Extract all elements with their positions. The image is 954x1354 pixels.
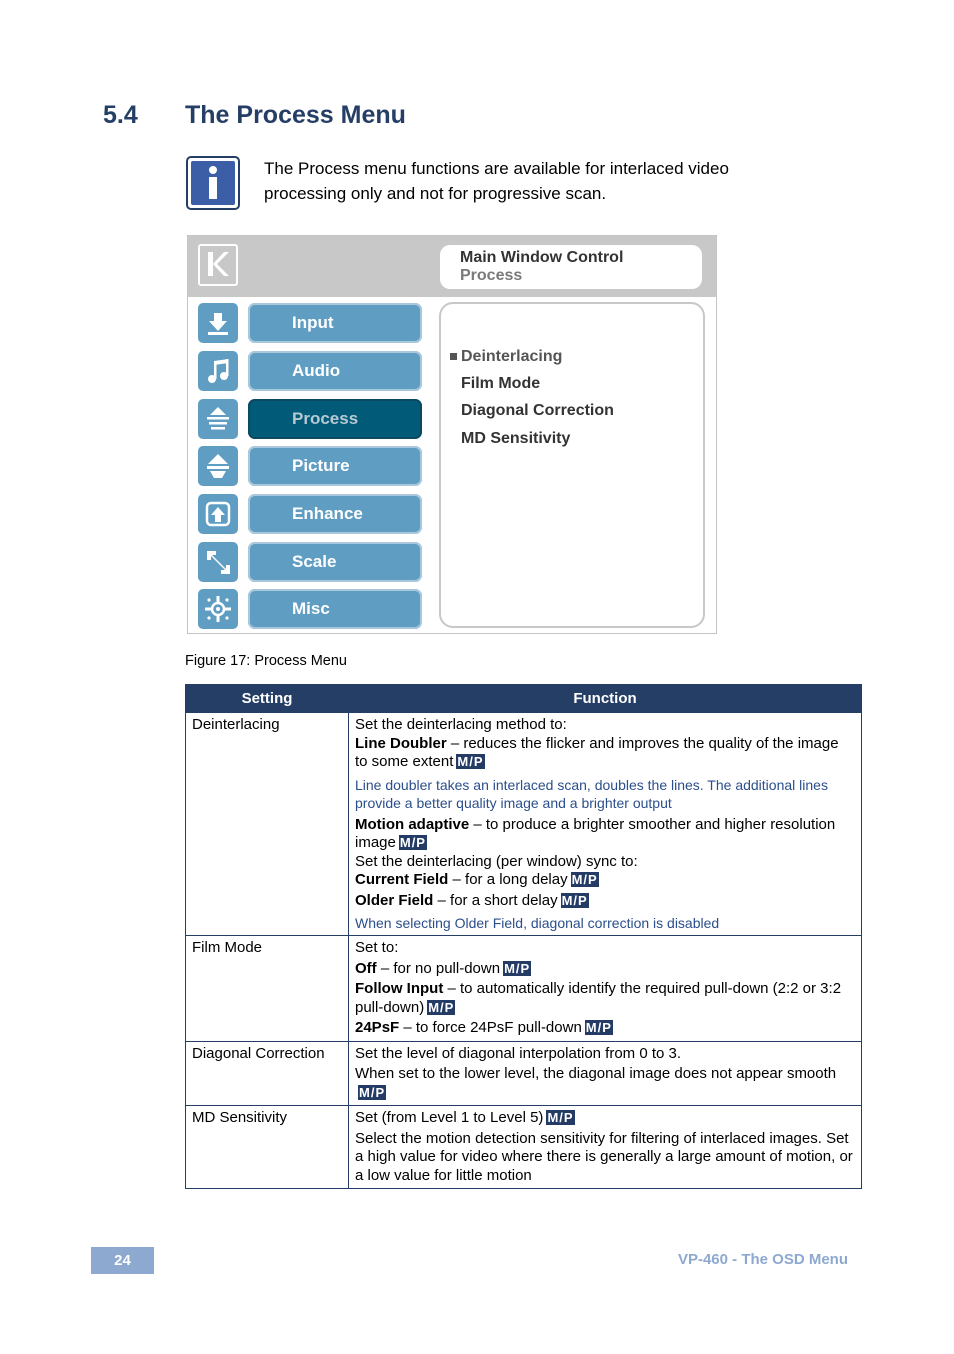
function-option [355,960,855,979]
mp-badge-icon: M/P [585,1020,612,1035]
note-text: Line doubler takes an interlaced scan, doubles the lines. The additional lines provide a better quality image and a brighter output [355,776,828,811]
function-option [355,980,855,1017]
function-cell [349,713,862,936]
mp-badge-icon: M/P [571,872,598,887]
osd-subtitle: Process [460,267,523,284]
input-icon [198,303,238,343]
function-cell [349,1106,862,1189]
table-row [186,936,862,1042]
section-heading [103,101,406,130]
option-description: – for a long delay [448,871,568,888]
audio-note-icon [198,351,238,391]
footer-title: VP-460 - The OSD Menu [677,1251,848,1268]
kramer-logo-icon [198,244,238,286]
osd-title-box [440,245,702,289]
function-description: Set (from Level 1 to Level 5) [355,1109,544,1126]
function-option [355,816,855,853]
info-note: The Process menu functions are available for interlaced video processing only and not for progressive scan. [264,159,729,203]
setting-cell: Film Mode [186,936,349,1042]
nav-button-picture[interactable]: Picture [248,446,422,486]
function-option [355,735,855,772]
function-cell [349,936,862,1042]
misc-icon [198,589,238,629]
process-settings-table [185,684,862,1189]
function-text: Set the deinterlacing (per window) sync to: [355,852,638,870]
osd-title: Main Window Control [460,249,624,266]
section-number: 5.4 [103,101,138,129]
setting-cell: Deinterlacing [186,713,349,936]
submenu-item-label: Deinterlacing [461,348,563,365]
function-text: Set to: [355,939,399,956]
function-text [355,1065,855,1102]
option-description: – to force 24PsF pull-down [399,1019,582,1036]
process-icon [198,399,238,439]
nav-button-scale[interactable]: Scale [248,542,422,582]
option-name: 24PsF [355,1019,400,1036]
selection-bullet-icon [450,353,457,360]
nav-button-misc[interactable]: Misc [248,589,422,629]
submenu-item-deinterlacing[interactable] [461,348,562,366]
column-header-function: Function [349,685,862,713]
table-row [186,1041,862,1106]
option-description: – to produce a brighter smoother and higher resolution image [355,815,836,851]
function-text: Select the motion detection sensitivity for filtering of interlaced images. Set a high value for video where there is generally a large amount of motion, or a low value for little motion [355,1129,853,1184]
picture-icon [198,446,238,486]
option-name: Motion adaptive [355,815,470,833]
info-icon [186,156,240,210]
function-option [355,871,855,890]
option-description: – for a short delay [433,891,558,909]
function-text: Set the deinterlacing method to: [355,716,567,733]
setting-cell: MD Sensitivity [186,1106,349,1189]
mp-badge-icon: M/P [359,1084,386,1100]
submenu-item-diagonal-correction[interactable]: Diagonal Correction [461,402,614,419]
option-name: Line Doubler [355,734,447,752]
mp-badge-icon: M/P [399,835,426,850]
option-name: Older Field [355,891,434,909]
process-submenu [439,302,705,628]
function-text [355,1109,855,1128]
enhance-icon [198,494,238,534]
osd-menu-figure [187,235,717,634]
submenu-item-md-sensitivity[interactable]: MD Sensitivity [461,430,571,447]
mp-badge-icon: M/P [457,754,484,769]
note-text: When selecting Older Field, diagonal correction is disabled [355,915,720,931]
option-name: Follow Input [355,980,444,997]
setting-cell: Diagonal Correction [186,1041,349,1106]
column-header-setting: Setting [186,685,349,713]
option-description: – to automatically identify the required pull-down (2:2 or 3:2 pull-down) [355,980,842,1016]
table-row [186,713,862,936]
figure-caption: Figure 17: Process Menu [185,653,347,669]
nav-button-enhance[interactable]: Enhance [248,494,422,534]
function-option [355,892,855,911]
mp-badge-icon: M/P [561,892,588,908]
table-row [186,1106,862,1189]
submenu-item-film-mode[interactable]: Film Mode [461,375,541,392]
nav-button-input[interactable]: Input [248,303,422,343]
nav-button-process[interactable]: Process [248,399,422,439]
section-title: The Process Menu [185,101,406,129]
option-name: Off [355,959,377,977]
mp-badge-icon: M/P [547,1110,574,1125]
option-name: Current Field [355,871,449,888]
scale-icon [198,542,238,582]
option-description: – reduces the flicker and improves the quality of the image to some extent [355,734,839,770]
option-description: – for no pull-down [376,959,501,977]
function-description: When set to the lower level, the diagonal image does not appear smooth [355,1065,837,1082]
mp-badge-icon: M/P [428,999,455,1015]
function-cell [349,1041,862,1106]
function-text: Set the level of diagonal interpolation from 0 to 3. [355,1044,682,1062]
mp-badge-icon: M/P [504,960,531,976]
function-option [355,1019,855,1038]
nav-button-audio[interactable]: Audio [248,351,422,391]
osd-header [188,236,716,297]
table-header-row [186,685,862,713]
page-number: 24 [91,1247,154,1274]
